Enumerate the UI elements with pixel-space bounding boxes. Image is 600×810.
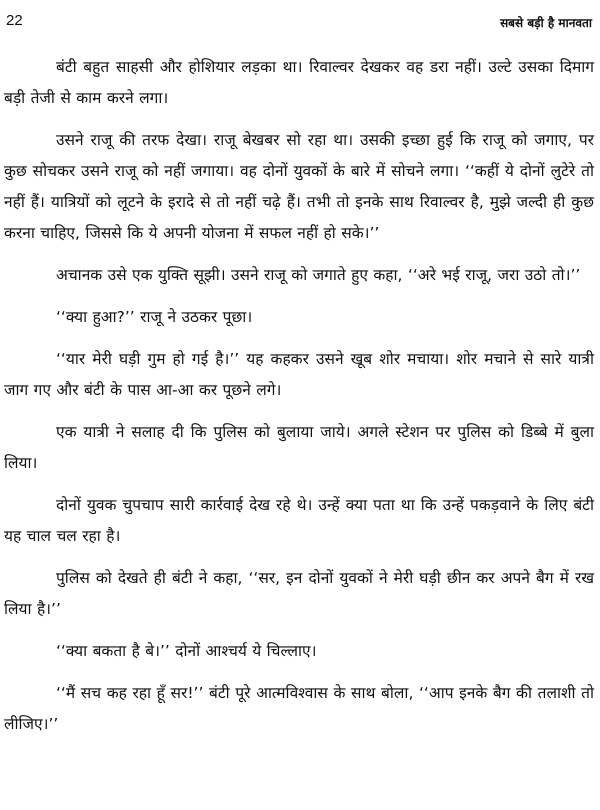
paragraph: ‘‘मैं सच कह रहा हूँ सर!’’ बंटी पूरे आत्मविश्वास के साथ बोला, ‘‘आप इनके बैग की तलाशी तो लीजिए।’’ [4, 684, 594, 733]
paragraph: ‘‘यार मेरी घड़ी गुम हो गई है।’’ यह कहकर उसने खूब शोर मचाया। शोर मचाने से सारे यात्री जाग गए और बंटी के पास आ-आ कर पूछने लगे। [4, 350, 594, 399]
running-title: सबसे बड़ी है मानवता [500, 16, 592, 30]
paragraph: उसने राजू की तरफ देखा। राजू बेखबर सो रहा था। उसकी इच्छा हुई कि राजू को जगाए, पर कुछ सोचकर उसने राजू को नहीं जगाया। वह दोनों युवकों के बारे में सोचने लगा। ‘‘कहीं ये दोनों लुटेरे तो नहीं हैं। यात्रियों को लूटने के इरादे से तो नहीं चढ़े हैं। तभी तो इनके साथ रिवाल्वर है, मुझे जल्दी ही कुछ करना चाहिए, जिससे कि ये अपनी योजना में सफल नहीं हो सके।’’ [4, 131, 594, 242]
paragraph: बंटी बहुत साहसी और होशियार लड़का था। रिवाल्वर देखकर वह डरा नहीं। उल्टे उसका दिमाग बड़ी तेजी से काम करने लगा। [4, 58, 594, 107]
paragraph: एक यात्री ने सलाह दी कि पुलिस को बुलाया जाये। अगले स्टेशन पर पुलिस को डिब्बे में बुला लिया। [4, 423, 594, 472]
body-text [4, 52, 594, 751]
paragraph: दोनों युवक चुपचाप सारी कार्रवाई देख रहे थे। उन्हें क्या पता था कि उन्हें पकड़वाने के लिए बंटी यह चाल चल रहा है। [4, 496, 594, 545]
paragraph: अचानक उसे एक युक्ति सूझी। उसने राजू को जगाते हुए कहा, ‘‘अरे भई राजू, जरा उठो तो।’’ [56, 266, 581, 284]
page-header [4, 6, 594, 32]
page-number: 22 [6, 12, 23, 29]
paragraph: पुलिस को देखते ही बंटी ने कहा, ‘‘सर, इन दोनों युवकों ने मेरी घड़ी छीन कर अपने बैग में रख लिया है।’’ [4, 569, 594, 618]
paragraph: ‘‘क्या हुआ?’’ राजू ने उठकर पूछा। [56, 308, 253, 326]
paragraph: ‘‘क्या बकता है बे।’’ दोनों आश्चर्य ये चिल्लाए। [56, 642, 317, 660]
